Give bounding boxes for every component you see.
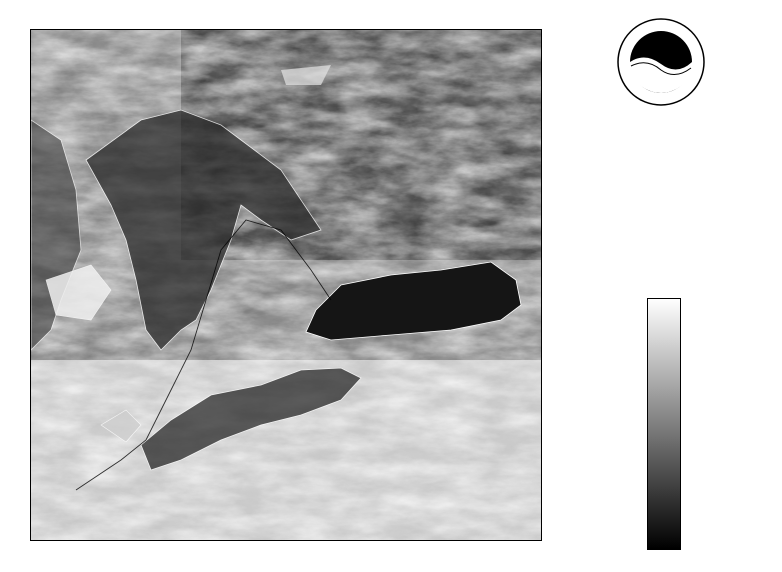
satellite-map (30, 29, 542, 541)
reflectance-colorbar (647, 298, 681, 550)
map-canvas (31, 30, 541, 540)
noaa-logo (617, 18, 705, 106)
noaa-logo-icon (617, 18, 705, 106)
